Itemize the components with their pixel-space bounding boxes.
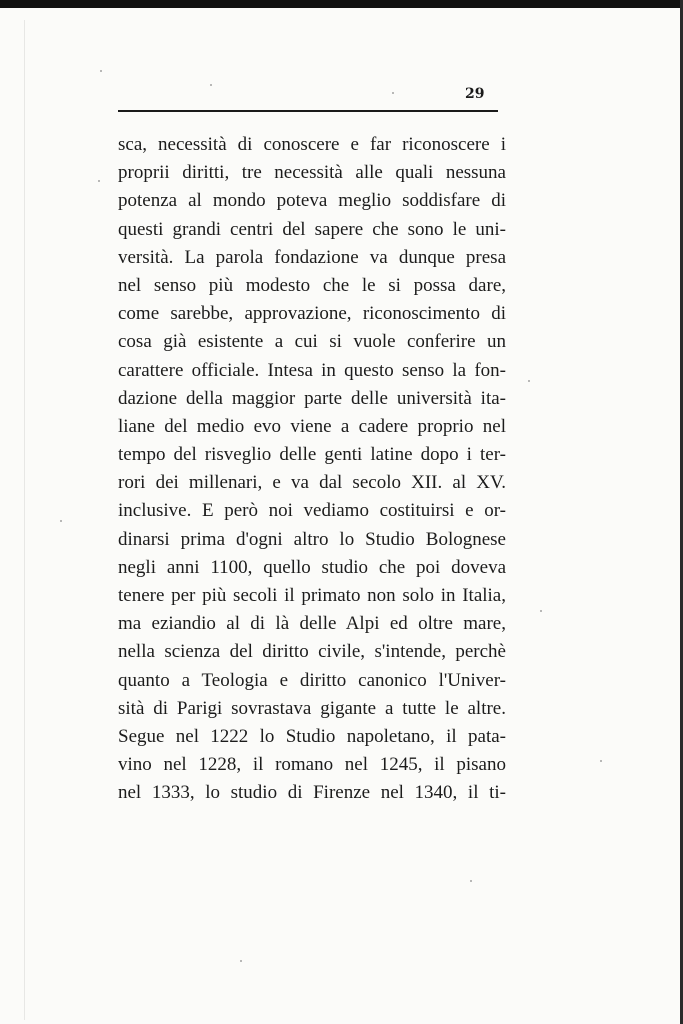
scan-speck: [240, 960, 242, 962]
scan-speck: [392, 92, 394, 94]
text-line: inclusive. E però noi vediamo costituirsi e or-: [118, 500, 506, 522]
text-line: cosa già esistente a cui si vuole conferire un: [118, 331, 506, 353]
text-line: sità di Parigi sovrastava gigante a tutte le altre.: [118, 697, 506, 719]
text-line: proprii diritti, tre necessità alle quali nessuna: [118, 162, 506, 184]
scan-speck: [540, 610, 542, 612]
text-line: come sarebbe, approvazione, riconoscimento di: [118, 303, 506, 325]
scan-speck: [528, 380, 530, 382]
scan-top-border: [0, 0, 683, 8]
scan-speck: [470, 880, 472, 882]
text-line: dazione della maggior parte delle università ita-: [118, 387, 506, 409]
text-line: vino nel 1228, il romano nel 1245, il pisano: [118, 754, 506, 776]
body-text: [118, 131, 506, 808]
scan-speck: [98, 180, 100, 182]
scan-speck: [60, 520, 62, 522]
text-line: nella scienza del diritto civile, s'intende, perchè: [118, 641, 506, 663]
text-line: tempo del risveglio delle genti latine dopo i ter-: [118, 444, 506, 466]
text-line: sca, necessità di conoscere e far riconoscere i: [118, 134, 506, 155]
page-gutter-shadow: [24, 20, 25, 1020]
text-line: carattere officiale. Intesa in questo senso la fon-: [118, 359, 506, 381]
text-line: versità. La parola fondazione va dunque presa: [118, 246, 506, 268]
scan-speck: [100, 70, 102, 72]
text-line: ma eziandio al di là delle Alpi ed oltre mare,: [118, 613, 506, 635]
scan-speck: [600, 760, 602, 762]
text-line: quanto a Teologia e diritto canonico l'Univer-: [118, 669, 506, 691]
header-rule: [118, 110, 498, 112]
text-line: nel senso più modesto che le si possa dare,: [118, 274, 506, 296]
text-line: nel 1333, lo studio di Firenze nel 1340, il ti-: [118, 782, 506, 804]
text-line: dinarsi prima d'ogni altro lo Studio Bolognese: [118, 528, 506, 550]
text-line: liane del medio evo viene a cadere proprio nel: [118, 415, 506, 437]
text-line: Segue nel 1222 lo Studio napoletano, il pata-: [118, 725, 506, 747]
scan-speck: [210, 84, 212, 86]
text-line: questi grandi centri del sapere che sono le uni-: [118, 218, 506, 240]
text-line: tenere per più secoli il primato non solo in Italia,: [118, 585, 506, 606]
text-line: potenza al mondo poteva meglio soddisfare di: [118, 190, 506, 212]
page-number: 29: [465, 86, 485, 102]
text-line: rori dei millenari, e va dal secolo XII. al XV.: [118, 472, 506, 494]
text-line: negli anni 1100, quello studio che poi doveva: [118, 556, 506, 578]
